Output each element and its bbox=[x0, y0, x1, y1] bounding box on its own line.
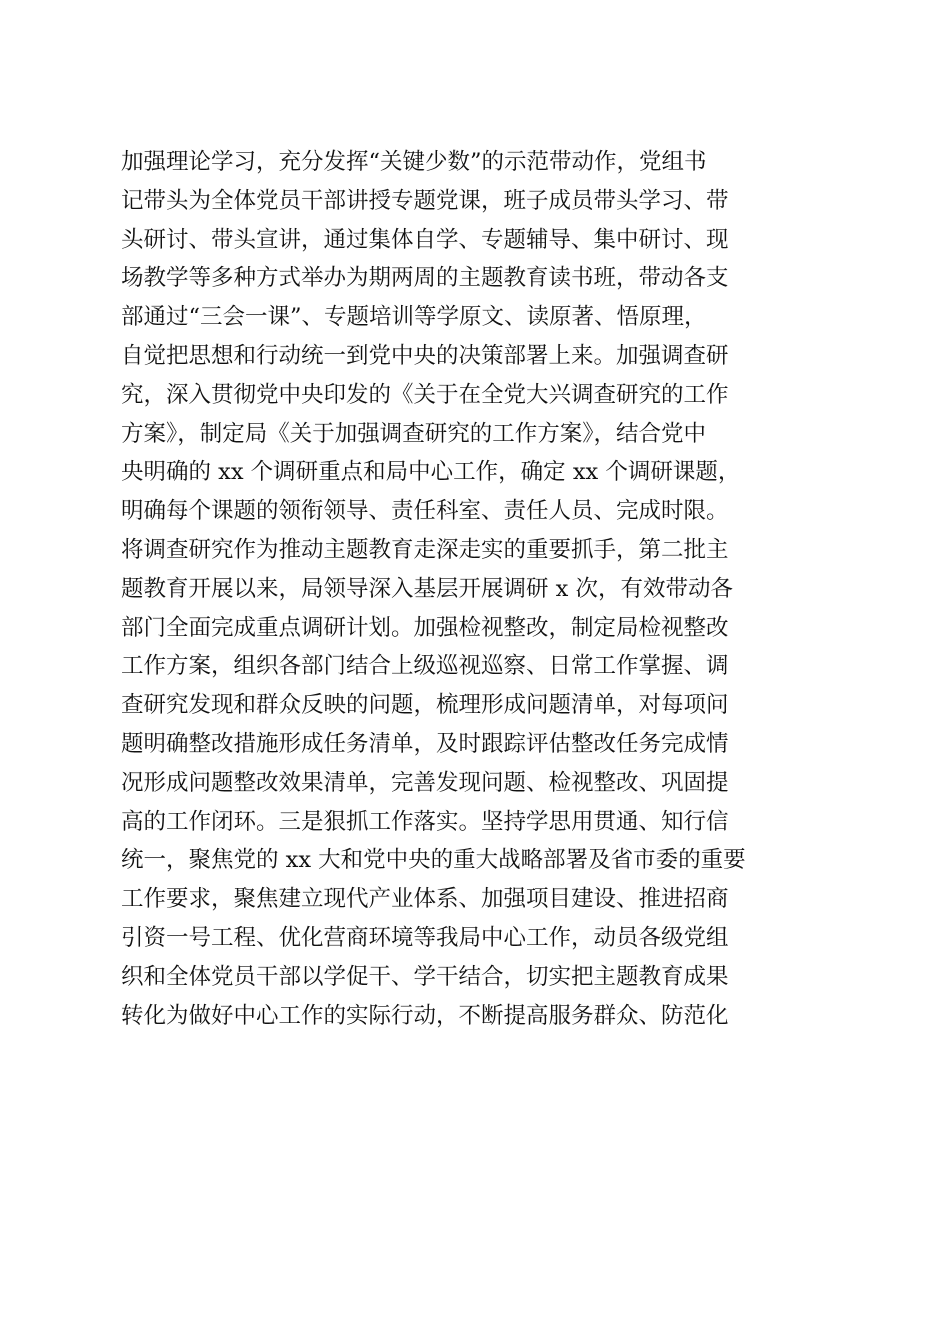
text-line: 统一，聚焦党的 xx 大和党中央的重大战略部署及省市委的重要 bbox=[121, 847, 746, 874]
text-line: 记带头为全体党员干部讲授专题党课，班子成员带头学习、带 bbox=[121, 187, 729, 214]
text-line: 部通过“三会一课”、专题培训等学原文、读原著、悟原理， bbox=[121, 304, 707, 331]
text-line: 部门全面完成重点调研计划。加强检视整改，制定局检视整改 bbox=[121, 614, 729, 641]
text-line: 央明确的 xx 个调研重点和局中心工作，确定 xx 个调研课题， bbox=[121, 459, 741, 486]
text-line: 高的工作闭环。三是狠抓工作落实。坚持学思用贯通、知行信 bbox=[121, 808, 729, 835]
text-line: 头研讨、带头宣讲，通过集体自学、专题辅导、集中研讨、现 bbox=[121, 226, 729, 253]
text-line: 明确每个课题的领衔领导、责任科室、责任人员、完成时限。 bbox=[121, 498, 729, 525]
text-line: 究，深入贯彻党中央印发的《关于在全党大兴调查研究的工作 bbox=[121, 381, 729, 408]
text-line: 工作要求，聚焦建立现代产业体系、加强项目建设、推进招商 bbox=[121, 886, 729, 913]
text-line: 织和全体党员干部以学促干、学干结合，切实把主题教育成果 bbox=[121, 963, 729, 990]
text-line: 方案》，制定局《关于加强调查研究的工作方案》，结合党中 bbox=[121, 420, 707, 447]
text-line: 引资一号工程、优化营商环境等我局中心工作，动员各级党组 bbox=[121, 924, 729, 951]
text-line: 加强理论学习，充分发挥“关键少数”的示范带动作，党组书 bbox=[121, 149, 707, 175]
text-line: 场教学等多种方式举办为期两周的主题教育读书班，带动各支 bbox=[121, 265, 729, 292]
text-line: 题教育开展以来，局领导深入基层开展调研 x 次，有效带动各 bbox=[121, 575, 733, 602]
text-line: 题明确整改措施形成任务清单，及时跟踪评估整改任务完成情 bbox=[121, 730, 729, 757]
text-line: 工作方案，组织各部门结合上级巡视巡察、日常工作掌握、调 bbox=[121, 653, 729, 680]
text-line: 自觉把思想和行动统一到党中央的决策部署上来。加强调查研 bbox=[121, 342, 729, 369]
body-paragraph bbox=[121, 143, 831, 1035]
text-line: 查研究发现和群众反映的问题，梳理形成问题清单，对每项问 bbox=[121, 692, 729, 719]
text-line: 况形成问题整改效果清单，完善发现问题、检视整改、巩固提 bbox=[121, 769, 729, 796]
text-line: 转化为做好中心工作的实际行动，不断提高服务群众、防范化 bbox=[121, 1002, 729, 1029]
text-line: 将调查研究作为推动主题教育走深走实的重要抓手，第二批主 bbox=[121, 536, 729, 563]
